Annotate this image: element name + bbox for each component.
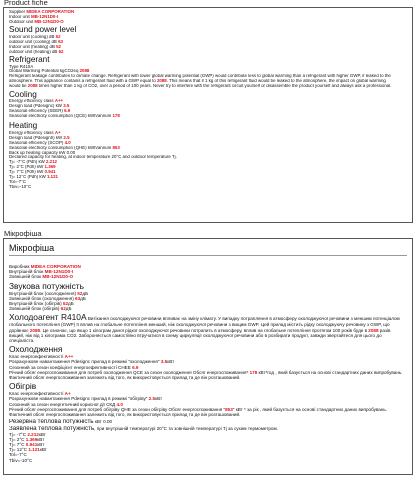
heating-line: Tj= 2°C (Pdh) kW 1.369 <box>9 165 56 170</box>
heating-line: Seasonal efficiency (SCOP) 4.0 <box>9 140 71 145</box>
heating-line: Сезонний за сезон енергетичний корисної дії СКД 4.0 <box>9 401 123 407</box>
tj-line: Tj= -7°C 2.212кВт <box>9 431 46 437</box>
sound-line: Внутрішній блок (обігрів) 52дБ <box>9 301 74 307</box>
refrigerant-heading: Refrigerant <box>9 54 50 64</box>
heating-line: Seasonal electricity consumption (QHE) kWh/annum 853 <box>9 145 120 150</box>
refrigerant-text: Холодоагент R410A Витікання охолоджуючої речовини впливає на зміну клімату. У випадку потрапляння в атмосферу охолоджуючої речовини з меншим потенціалом <box>9 313 400 323</box>
refrigerant-text: Refrigerant leakage contributes to climate change. Refrigerant with lower global warming potential (GWP) would contribute less to global warming than a refrigerant with higher GWP, if leaked to the <box>9 74 391 79</box>
heating-line: Клас енергоефективності A+ <box>9 391 71 397</box>
heating-line: Tj= 12°C (Pdh) kW 1.121 <box>9 175 58 180</box>
cooling-heading: Охолодження <box>9 344 63 355</box>
tj-line: Tj= 2°C 1.369кВт <box>9 436 45 442</box>
microfiche-panel <box>3 238 413 475</box>
indoor-unit-line: Indoor unit MB-12N1D0-I <box>9 14 59 19</box>
backup-heating-line: Резервна теплова потужність кВт 0.00 <box>9 419 113 425</box>
refrigerant-text: atmosphere. This appliance contains a refrigerant fluid with a GWP equal to 2088. This means that if 1 kg of this refrigerant fluid would be leaked to the atmosphere, the impact on global warming <box>9 79 386 84</box>
outdoor-unit-line: Outdoor unit MB-12N1D0-O <box>9 19 64 24</box>
sound-line: outdoor unit (cooling) dB 63 <box>9 39 63 44</box>
cooling-line: Seasonal electricity consumption (QCE) kWh/annum 178 <box>9 113 120 118</box>
cooling-line: Energy efficiency class A++ <box>9 99 64 104</box>
cooling-line: Річний обсяг енергоспоживання для потреб охолодження QCE за сезон охолодження Обсяг енергоспоживання* 178 кВт*год , який базується на основі стандартних даних випробувань. Фактичний обсяг енергоспоживання залежить від того, як використовується прилад та де він розташований. <box>9 369 403 381</box>
heating-line: Energy efficiency class A+ <box>9 130 61 135</box>
microfiche-header: Мікрофіша <box>9 243 407 256</box>
heating-heading: Обігрів <box>9 381 37 392</box>
cooling-line: Клас енергоефективності A++ <box>9 354 74 360</box>
heating-line: Tol=-7°C <box>9 179 27 184</box>
tj-line: Tj= 12°C 1.121кВт <box>9 447 47 453</box>
tbiv-line: Tbiv=-10°C <box>9 457 33 463</box>
sound-power-heading: Sound power level <box>9 25 77 35</box>
refrigerant-text: спеціаліста. <box>9 338 35 344</box>
heating-line: Розрахункове навантаження Pdesignc прилад в режимі "обігріву" 2.5кВт <box>9 396 163 402</box>
cooling-heading: Cooling <box>9 89 37 99</box>
gwp-line: Global Warming Potential kgCO2eq 2088 <box>9 69 90 74</box>
heating-line: Річний обсяг енергоспоживання для потреб обігріву QHE за сезон обігріву Обсяг енергоспоживання "853" кВт * за рік , який базується на основі стандартних даних випробувань. Фактичний обсяг енергоспоживання залежить від того, як використовується прилад та де він розташований. <box>9 406 388 418</box>
heating-line: Back up heating capacity kW 0.00 <box>9 150 76 155</box>
manufacturer-line: Виробник MIDEA CORPORATION <box>9 264 81 269</box>
section-title-microfiche: Мікрофіша <box>4 229 42 238</box>
refrigerant-heading: Холодоагент R410A <box>9 313 87 323</box>
heating-line: Tj= 7°C (Pdh) kW 0.941 <box>9 170 56 175</box>
cooling-line: Розрахункове навантаження Pdesignc прилад в режимі "охолодження" 3.5кВт <box>9 359 175 365</box>
sound-power-heading: Звукова потужність <box>9 280 84 291</box>
outdoor-unit-line: Зовнішній блок MB-12N1D0-O <box>9 274 74 280</box>
heating-line: Declared capacity for heating, at indoor temperature 20°C and outdoor temperature Tj. <box>9 155 177 160</box>
sound-line: Зовнішній блок (обігрів) 62дБ <box>9 306 72 312</box>
section-title-product-fiche: Product fiche <box>4 0 48 7</box>
cooling-line: Seasonal efficiency (SEER) 6.9 <box>9 108 71 113</box>
tol-line: Tol=-7°C <box>9 452 27 458</box>
sound-line: Зовнішній блок (охолодження) 63дБ <box>9 295 86 301</box>
heating-heading: Heating <box>9 121 38 131</box>
refrigerant-text: дорівнює 2088. Це означає, що якщо 1 кілограм даної рідкої охолоджуючої речовини потрапить в атмосферу, вплив на глобальне потепління протягом 100 років буде в 2088 разів <box>9 327 391 333</box>
supplier-line: Supplier MIDEA CORPORATION <box>9 10 75 14</box>
heating-line: Tj= -7°C (Pdh) kW 2.212 <box>9 160 58 165</box>
cooling-line: Сезонний за сезон коефіцієнт енергоефективності СНЕЕ 6.9 <box>9 364 139 370</box>
product-fiche-panel <box>3 7 413 223</box>
refrigerant-text: would be 2088 times higher than 1 kg of CO2, over a period of 100 years. Never try to interfere with the refrigerant circuit yourself or disassemble the product yourself and always ask a professional. <box>9 84 392 89</box>
sound-line: Indoor unit (cooling) dB 52 <box>9 34 61 39</box>
declared-capacity-line: Заявлена теплова потужність, при внутрішній температурі 20°C та зовнішній температурі Tj за сухим термометром. <box>9 426 278 432</box>
sound-line: Indoor unit (heating) dB 52 <box>9 44 61 49</box>
sound-line: outdoor unit (heating) dB 62 <box>9 49 64 54</box>
indoor-unit-line: Внутрішній блок MB-12N1D0-I <box>9 269 74 275</box>
heating-line: Tbiv=-10°C <box>9 184 32 189</box>
heating-line: Design load (Pdesignh) kW 2.5 <box>9 135 70 140</box>
refrigerant-text: вищий, ніж від 1 кілограма CO2. Забороняється самостійно втручатися в схему циркуляції охолоджуючої речовини або в розбирати продукт, завжди звертайтеся для цього до <box>9 332 382 338</box>
refrigerant-type: Type R410A <box>9 64 34 69</box>
sound-line: Внутрішній блок (охолодження) 52дБ <box>9 290 89 296</box>
tj-line: Tj= 7°C 0.941кВт <box>9 442 45 448</box>
cooling-line: Design load (Pdesignc) kW 3.5 <box>9 104 70 109</box>
refrigerant-text: глобального потепління (GWP) її вплив на глобальне потепління менший, ніж охолоджуючої речовини з вищим GWP. Цей прилад містить рідку охолоджуючу речовину з GWP, що <box>9 322 390 328</box>
